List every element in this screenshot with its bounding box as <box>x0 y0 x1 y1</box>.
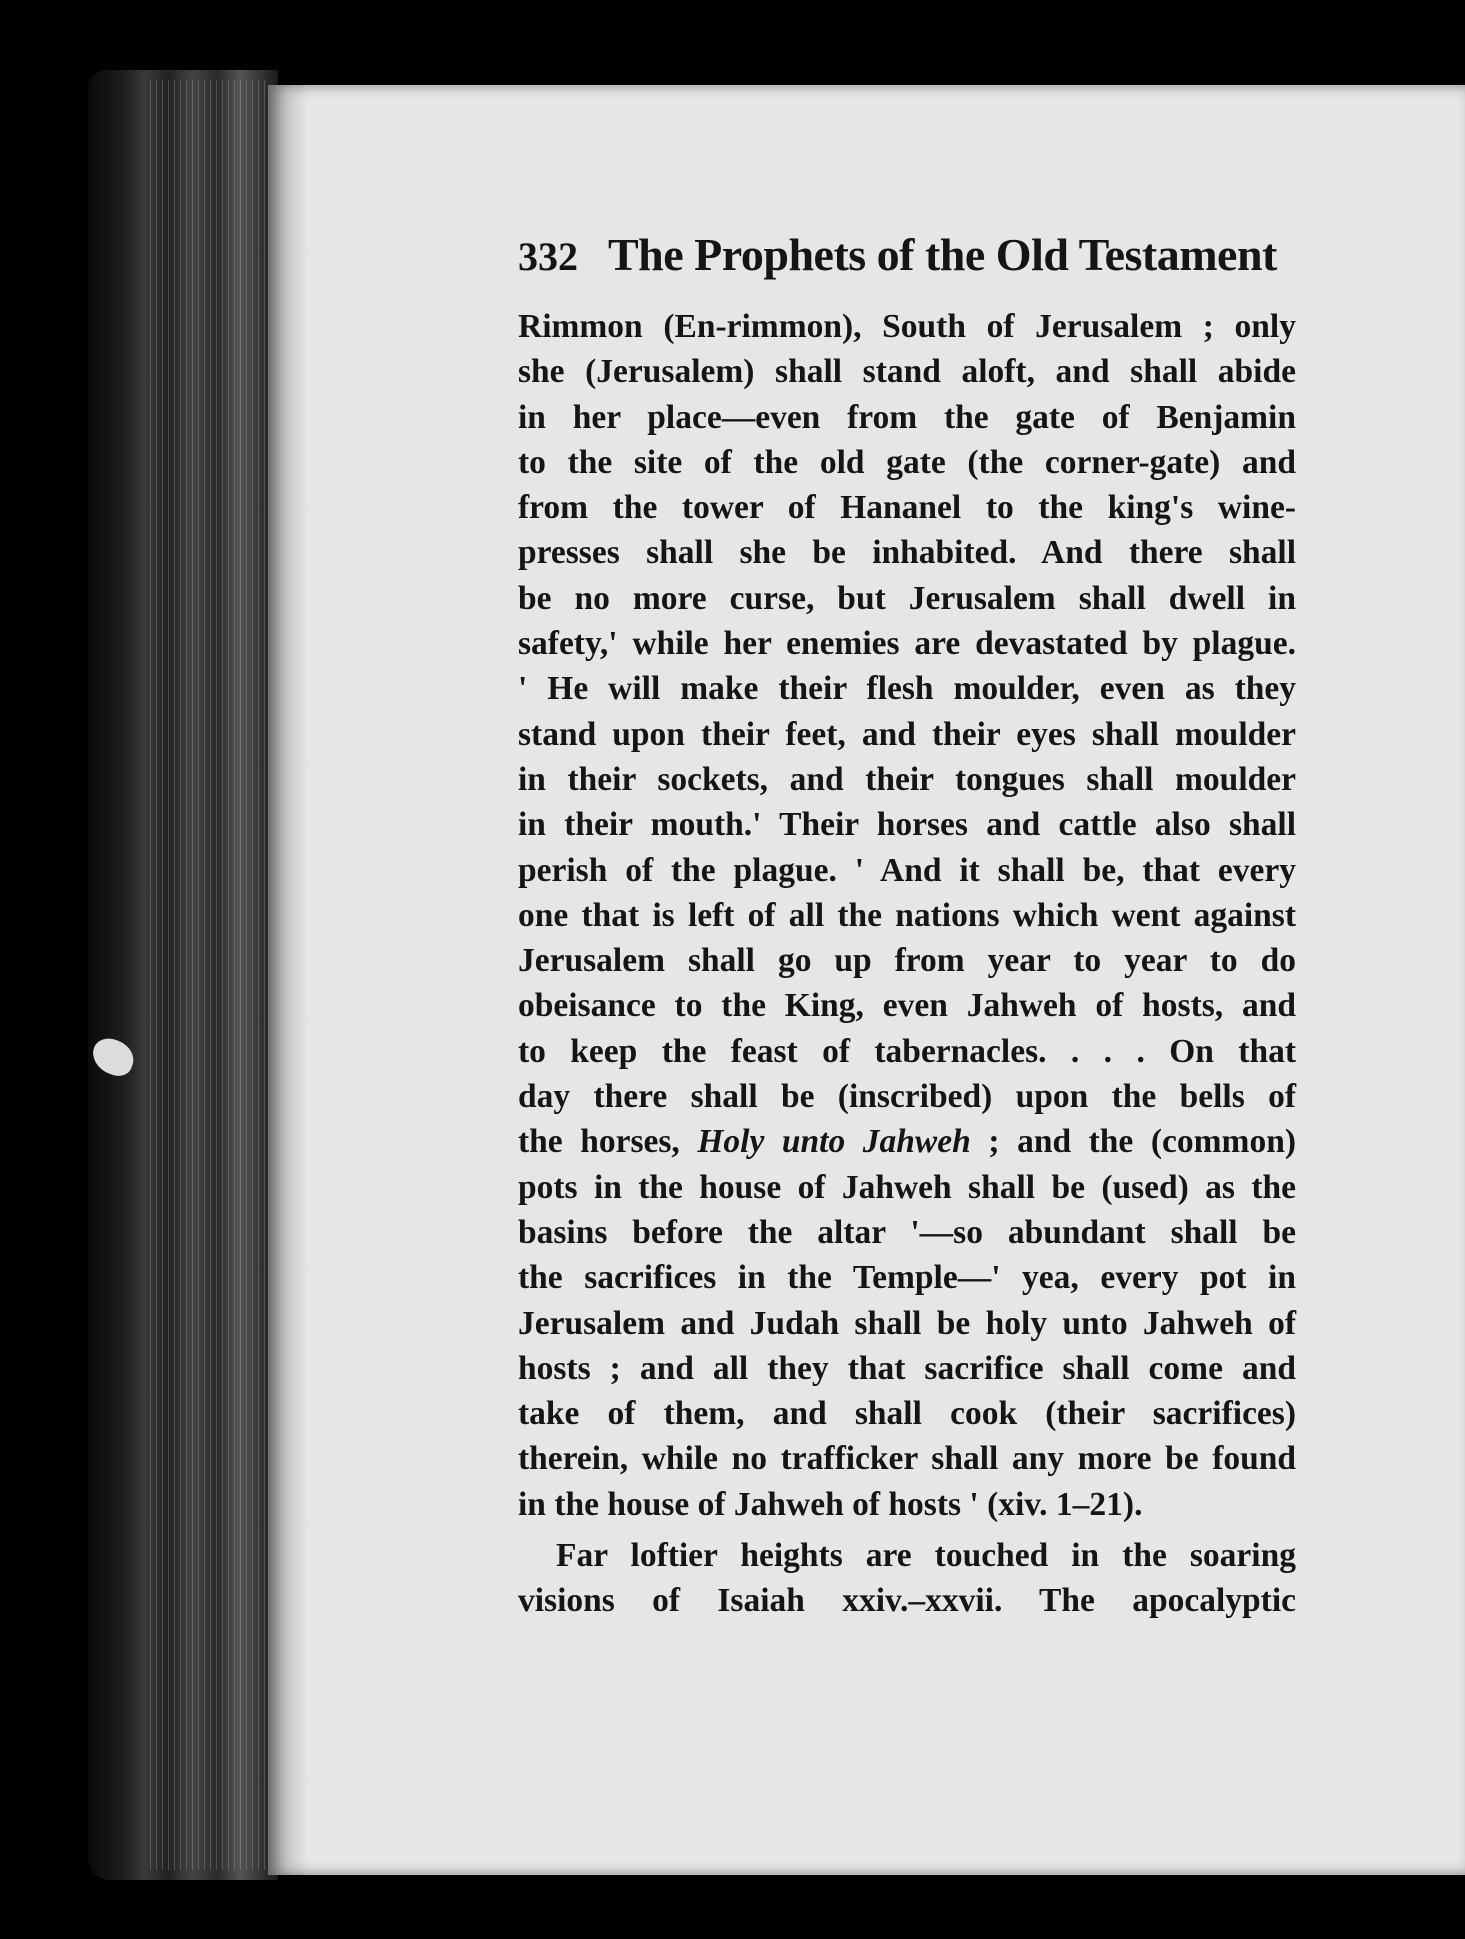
text-line: Jerusalem shall go up from year to year to do <box>518 942 1296 980</box>
gutter-shadow <box>268 85 308 1875</box>
text-line: from the tower of Hananel to the king's wine- <box>518 489 1296 527</box>
text-line: safety,' while her enemies are devastated by plague. <box>518 625 1296 663</box>
text-line: obeisance to the King, even Jahweh of hosts, and <box>518 987 1296 1025</box>
text-line: pots in the house of Jahweh shall be (used) as the <box>518 1168 1296 1206</box>
text-segment: ; and the (common) <box>970 1123 1296 1161</box>
text-line: therein, while no trafficker shall any more be found <box>518 1440 1296 1478</box>
text-line: basins before the altar '—so abundant shall be <box>518 1213 1296 1251</box>
text-line: the sacrifices in the Temple—' yea, every pot in <box>518 1259 1296 1297</box>
text-line: presses shall she be inhabited. And there shall <box>518 534 1296 572</box>
text-line: perish of the plague. ' And it shall be, that every <box>518 851 1296 889</box>
book-title: The Prophets of the Old Testament <box>608 229 1277 280</box>
paragraph-start-line: Far loftier heights are touched in the soaring <box>556 1537 1296 1575</box>
text-line: in their sockets, and their tongues shall moulder <box>518 760 1296 798</box>
text-line: take of them, and shall cook (their sacrifices) <box>518 1395 1296 1433</box>
text-line: to the site of the old gate (the corner-gate) and <box>518 443 1296 481</box>
text-line: stand upon their feet, and their eyes shall moulder <box>518 715 1296 753</box>
page-edges <box>150 80 270 1870</box>
text-line: Rimmon (En-rimmon), South of Jerusalem ; only <box>518 308 1296 345</box>
text-line: in her place—even from the gate of Benjamin <box>518 398 1296 436</box>
text-line: visions of Isaiah xxiv.–xxvii. The apocalyptic <box>518 1582 1296 1620</box>
text-line: Jerusalem and Judah shall be holy unto Jahweh of <box>518 1304 1296 1342</box>
page-text <box>518 228 1296 1624</box>
page-number: 332 <box>518 234 578 279</box>
text-line: she (Jerusalem) shall stand aloft, and shall abide <box>518 353 1296 391</box>
italic-phrase: Holy unto Jahweh <box>697 1123 971 1161</box>
text-line-with-italic <box>518 1119 1296 1164</box>
text-line: to keep the feast of tabernacles. . . . On that <box>518 1032 1296 1070</box>
text-line: hosts ; and all they that sacrifice shall come and <box>518 1349 1296 1387</box>
text-line: one that is left of all the nations which went against <box>518 896 1296 934</box>
text-line: be no more curse, but Jerusalem shall dwell in <box>518 579 1296 617</box>
text-line: day there shall be (inscribed) upon the bells of <box>518 1078 1296 1116</box>
text-line: ' He will make their flesh moulder, even as they <box>518 670 1296 708</box>
paragraph-end-line: in the house of Jahweh of hosts ' (xiv. 1–21). <box>518 1485 1143 1523</box>
text-line: in their mouth.' Their horses and cattle also shall <box>518 806 1296 844</box>
text-segment: the horses, <box>518 1123 698 1161</box>
running-head <box>518 228 1296 304</box>
